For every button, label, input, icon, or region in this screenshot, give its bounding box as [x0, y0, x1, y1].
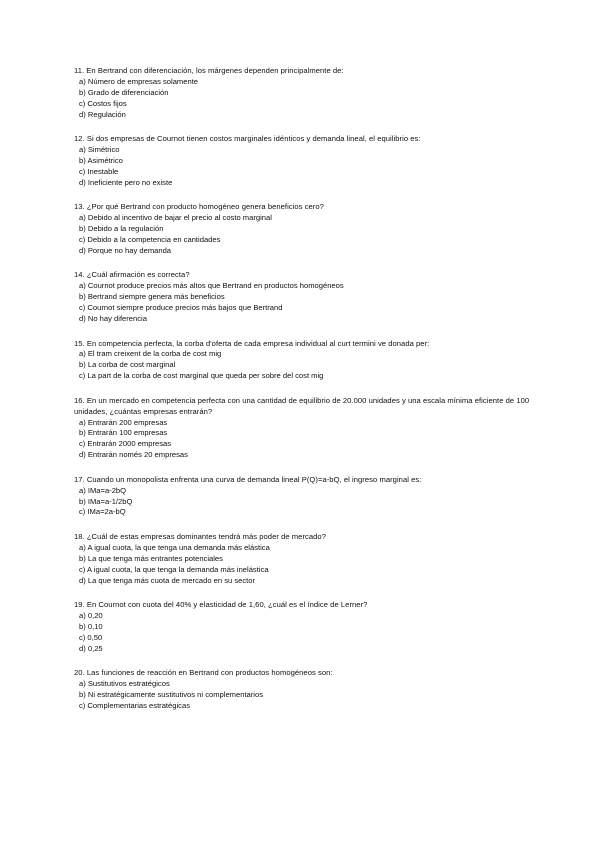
option-a: a) 0,20 [79, 611, 103, 620]
question-14 [74, 270, 532, 325]
option-a: a) Entrarán 200 empresas [79, 417, 168, 427]
option-b: b) Bertrand siempre genera más beneficios [79, 292, 225, 302]
question-19 [74, 600, 532, 655]
option-list [74, 349, 532, 382]
option-b: b) IMa=a-1/2bQ [79, 496, 133, 506]
option-d: d) La que tenga más cuota de mercado en su sector [79, 575, 256, 585]
option-c: c) Costos fijos [79, 98, 127, 108]
question-text: 12. Si dos empresas de Cournot tienen costos marginales idénticos y demanda lineal, el equilibrio es: [74, 134, 421, 144]
option-b: b) Grado de diferenciación [79, 87, 169, 97]
option-c: c) Cournot siempre produce precios más bajos que Bertrand [79, 303, 283, 313]
question-text: 11. En Bertrand con diferenciación, los márgenes dependen principalmente de: [74, 66, 344, 75]
option-list [74, 679, 532, 712]
option-d: d) Ineficiente pero no existe [79, 177, 173, 187]
option-a: a) Simétrico [79, 145, 120, 155]
option-a: a) Número de empresas solamente [79, 76, 199, 86]
question-text: 20. Las funciones de reacción en Bertrand con productos homogéneos son: [74, 668, 333, 678]
option-list [74, 611, 532, 655]
question-20 [74, 668, 532, 712]
question-12 [74, 134, 532, 189]
option-b: b) La corba de cost marginal [79, 360, 176, 370]
question-17 [74, 475, 532, 519]
option-a: a) IMa=a-2bQ [79, 485, 127, 495]
question-13 [74, 202, 532, 257]
option-d: d) Regulación [79, 109, 126, 119]
question-text: 13. ¿Por qué Bertrand con producto homogéneo genera beneficios cero? [74, 202, 324, 212]
option-c: c) Debido a la competencia en cantidades [79, 234, 221, 244]
option-c: c) IMa=2a-bQ [79, 507, 126, 517]
option-b: b) Ni estratégicamente sustitutivos ni complementarios [79, 690, 264, 700]
option-c: c) Entrarán 2000 empresas [79, 439, 172, 449]
question-18 [74, 532, 532, 587]
option-list [74, 281, 532, 325]
option-d: d) 0,25 [79, 643, 103, 653]
question-text: 14. ¿Cuál afirmación es correcta? [74, 270, 190, 280]
question-11 [74, 66, 532, 121]
option-list [74, 543, 532, 587]
option-c: c) 0,50 [79, 632, 103, 642]
question-15 [74, 339, 532, 383]
option-b: b) La que tenga más entrantes potenciales [79, 553, 223, 563]
option-a: a) Sustitutivos estratégicos [79, 679, 170, 689]
question-text: 16. En un mercado en competencia perfecta con una cantidad de equilibrio de 20.000 unidades y una escala mínima eficiente de 100 unidades, ¿cuántas empresas entrarán? [74, 395, 530, 416]
option-a: a) Cournot produce precios más altos que Bertrand en productos homogéneos [79, 281, 344, 291]
option-c: c) Complementarias estratégicas [79, 700, 190, 710]
option-d: d) Entrarán només 20 empresas [79, 450, 188, 460]
option-d: d) No hay diferencia [79, 314, 147, 323]
question-text: 19. En Cournot con cuota del 40% y elasticidad de 1,60, ¿cuál es el índice de Lerner? [74, 600, 368, 610]
question-text: 17. Cuando un monopolista enfrenta una curva de demanda lineal P(Q)=a-bQ, el ingreso marginal es: [74, 474, 422, 484]
question-text: 15. En competencia perfecta, la corba d'oferta de cada empresa individual al curt termini ve donada per: [74, 338, 430, 348]
question-sheet [74, 66, 532, 725]
option-a: a) El tram creixent de la corba de cost mig [79, 349, 222, 359]
option-list [74, 145, 532, 189]
option-c: c) A igual cuota, la que tenga la demanda más inelástica [79, 564, 269, 574]
option-list [74, 418, 532, 462]
option-b: b) Entrarán 100 empresas [79, 428, 168, 438]
option-b: b) 0,10 [79, 621, 103, 631]
option-c: c) La part de la corba de cost marginal que queda per sobre del cost mig [79, 371, 324, 381]
option-b: b) Debido a la regulación [79, 224, 164, 234]
option-list [74, 77, 532, 121]
question-16 [74, 396, 532, 461]
option-b: b) Asimétrico [79, 155, 123, 165]
option-list [74, 486, 532, 519]
option-c: c) Inestable [79, 166, 119, 176]
option-a: a) A igual cuota, la que tenga una demanda más elástica [79, 542, 270, 552]
question-text: 18. ¿Cuál de estas empresas dominantes tendrá más poder de mercado? [74, 531, 326, 541]
option-a: a) Debido al incentivo de bajar el precio al costo marginal [79, 213, 272, 223]
option-d: d) Porque no hay demanda [79, 245, 172, 255]
option-list [74, 213, 532, 257]
